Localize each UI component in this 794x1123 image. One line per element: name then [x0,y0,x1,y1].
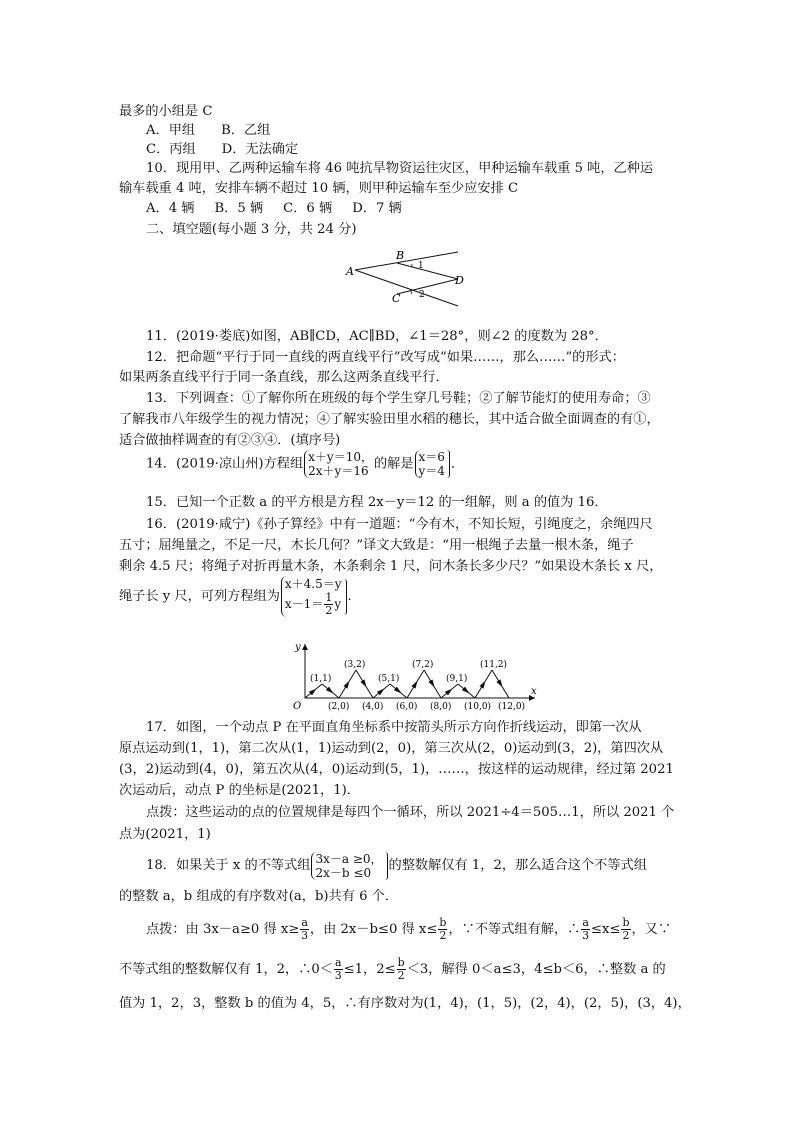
option-a: A．甲组 [146,123,196,138]
equation-system: x＋y＝10， 2x＋y＝16 [304,450,373,478]
label-c: C [392,292,401,305]
question-15: 15．已知一个正数 a 的平方根是方程 2x－y＝12 的一组解，则 a 的值为 16． [146,495,608,510]
inequality-system: 3x－a ≥0， 2x－b ≤0 [311,852,382,880]
q9-options [146,122,270,139]
peak-label: (3,2) [344,660,366,670]
label-b: B [396,250,405,262]
zigzag-path-figure [285,640,545,715]
question-12-line2: 如果两条直线平行于同一条直线，那么这两条直线平行． [119,370,449,385]
parallel-lines-figure [340,250,470,310]
peak-label: (11,2) [480,660,508,670]
path-arrow [428,679,434,687]
option-b: B．5 辆 [214,201,264,216]
text-line: 最多的小组是 C [119,104,213,119]
path-arrow [479,681,485,689]
question-14: 14．(2019·凉山州)方程组 x＋y＝10， 2x＋y＝16 的解是 x＝6 y＝4 ． [146,450,465,478]
base-label: (8,0) [430,702,452,712]
question-11: 11．(2019·娄底)如图，AB∥CD，AC∥BD，∠1＝28°，则∠2 的度数为 28°． [146,329,608,344]
question-16-line3: 剩余 4.5 尺；将绳子对折再量木条，木条剩余 1 尺，问木条长多少尺？”如果设木条长 x 尺， [119,559,663,574]
base-label: (4,0) [362,702,384,712]
y-axis-arrow [302,644,308,650]
question-16-line4: 绳子长 y 尺，可列方程组为 x＋4.5＝y x－1＝ $\frac{1}{2}$ y ． [119,577,361,617]
equation-system: x＋4.5＝y x－1＝ $\frac{1}{2}$ y [281,576,342,617]
path-arrow [360,679,366,687]
origin-label: O [293,701,302,712]
peak-label: (9,1) [446,674,468,684]
label-a: A [346,265,354,278]
question-18-line2: 的整数 a，b 组成的有序数对(a，b)共有 6 个． [119,889,399,904]
base-label: (6,0) [396,702,418,712]
solution-system: x＝6 y＝4 [415,450,445,478]
question-13-line3: 适合做抽样调查的有②③④．(填序号) [119,433,341,448]
path-arrow [496,679,502,687]
angle-2-label: 2 [419,290,425,300]
question-12-line1: 12．把命题“平行于同一直线的两直线平行”改写成“如果……，那么……”的形式： [146,350,625,365]
q9-options-2 [146,141,298,158]
question-17-hint-line1: 点拨：这些运动的点的位置规律是每四个一循环，所以 2021÷4＝505…1，所以 2021 个 [146,805,675,820]
q14-mid: 的解是 [373,456,414,472]
base-label: (10,0) [464,702,492,712]
option-c: C．丙组 [146,142,196,157]
option-d: D．无法确定 [221,142,299,157]
option-c: C．6 辆 [283,201,333,216]
path-arrow [411,681,417,689]
question-17-line1: 17．如图，一个动点 P 在平面直角坐标系中按箭头所示方向作折线运动，即第一次从 [146,720,642,735]
question-13-line1: 13．下列调查：①了解你所在班级的每个学生穿几号鞋；②了解节能灯的使用寿命；③ [146,391,651,406]
base-label: (2,0) [328,702,350,712]
option-b: B．乙组 [221,123,271,138]
section-heading: 二、填空题(每小题 3 分，共 24 分) [146,222,357,237]
question-18-hint-line1: 点拨：由 3x－a≥0 得 x≥ $\frac{a}{3}$ ，由 2x－b≤0 得 x≤ $\frac{b}{2}$ ，∵不等式组有解，∴ $\frac{a}{3}$ ≤x≤ $\frac{b}{2}$ ，又∵ [146,916,672,942]
question-17-line2: 原点运动到(1，1)，第二次从(1，1)运动到(2，0)，第三次从(2，0)运动到(3，2)，第四次从 [119,741,664,756]
q10-options [146,200,402,217]
question-18-hint-line3: 值为 1，2，3，整数 b 的值为 4，5，∴有序数对为(1，4)，(1，5)，(2，4)，(2，5)，(3，4)， [119,996,691,1011]
base-label: (12,0) [498,702,526,712]
question-18-line1: 18．如果关于 x 的不等式组 3x－a ≥0， 2x－b ≤0 的整数解仅有 1，2，那么适合这个不等式组 [146,851,647,880]
question-16-line2: 五寸；屈绳量之，不足一尺，木长几何？”译文大致是：“用一根绳子去量一根木条，绳子 [119,538,634,553]
option-a: A．4 辆 [146,201,195,216]
path-arrow [343,681,349,689]
question-16-line1: 16．(2019·咸宁)《孙子算经》中有一道题：“今有木，不知长短，引绳度之，余绳四尺 [146,517,653,532]
y-axis-label: y [295,642,301,653]
question-17-hint-line2: 点为(2021，1) [119,827,211,842]
question-10-line1: 10．现用甲、乙两种运输车将 46 吨抗旱物资运往灾区，甲种运输车载重 5 吨，乙种运 [146,161,654,176]
question-10-line2: 输车载重 4 吨，安排车辆不超过 10 辆，则甲种运输车至少应安排 C [119,181,519,196]
peak-label: (7,2) [412,660,434,670]
question-17-line3: (3，2)运动到(4，0)，第五次从(4，0)运动到(5，1)，……，按这样的运动规律，经过第 2021 [119,762,674,777]
label-d: D [455,274,464,287]
peak-label: (5,1) [378,674,400,684]
angle-1-label: 1 [418,261,424,271]
x-axis-label: x [531,686,537,697]
option-d: D．7 辆 [352,201,402,216]
question-17-line4: 次运动后，动点 P 的坐标是(2021，1)． [119,783,360,798]
question-18-hint-line2: 不等式组的整数解仅有 1，2，∴0＜ $\frac{a}{3}$ ≤1，2≤ $\frac{b}{2}$ ＜3，解得 0＜a≤3，4≤b＜6，∴整数 a 的 [119,956,666,982]
peak-label: (1,1) [310,674,332,684]
q14-prefix: 14．(2019·凉山州)方程组 [146,456,304,472]
question-13-line2: 了解我市八年级学生的视力情况；④了解实验田里水稻的穗长，其中适合做全面调查的有①， [119,412,660,427]
